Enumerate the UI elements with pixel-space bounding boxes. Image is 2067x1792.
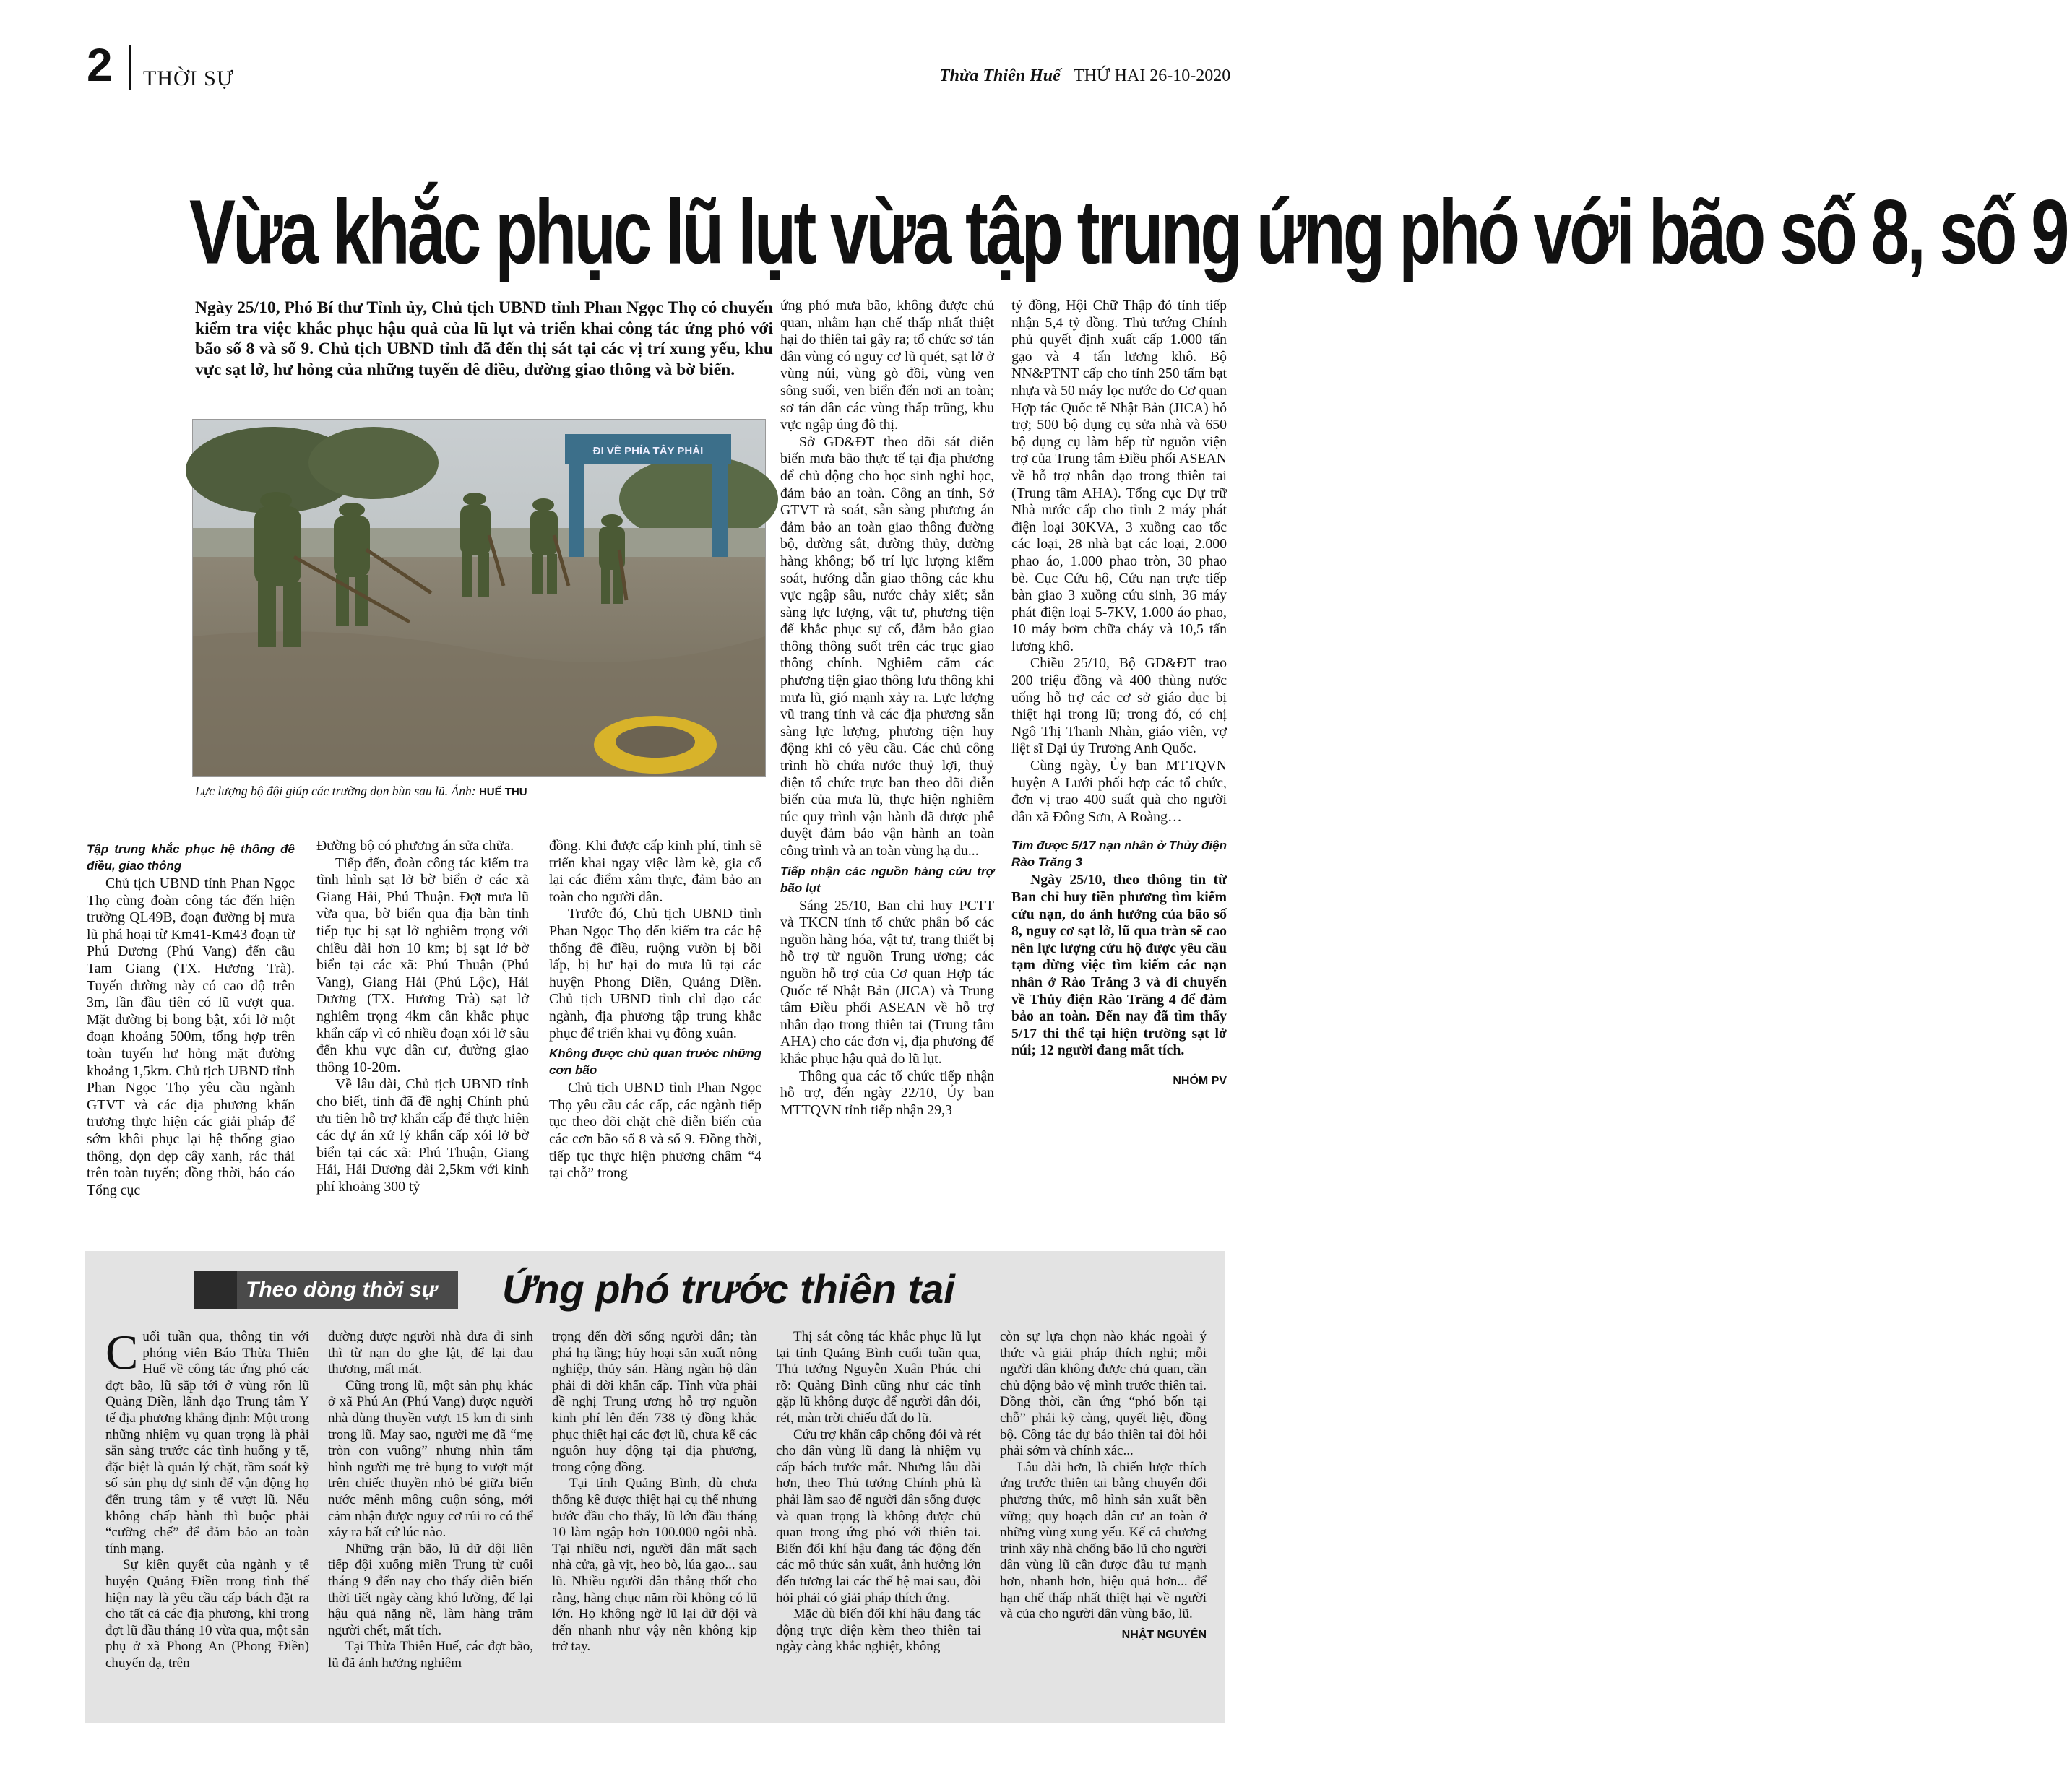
article-column-5 [1011,298,1227,1090]
article-column-2 [316,838,529,1195]
paragraph: Lâu dài hơn, là chiến lược thích ứng trước thiên tai bằng chuyển đổi phương thức, mô hình sản xuất bền vững; quy hoạch dân cư an toàn ở những vùng xung yếu. Kế cả chương trình xây nhà chống bão lũ cho người dân vùng lũ cần được đầu tư mạnh hơn, nhanh hơn, hiệu quả hơn... để hạn chế thấp nhất thiệt hại về người và của cho người dân vùng bão, lũ. [1000,1459,1207,1622]
article-column-1 [87,838,295,1199]
subheading: Không được chủ quan trước những cơn bão [549,1047,761,1078]
paragraph: tỷ đồng, Hội Chữ Thập đỏ tỉnh tiếp nhận 5,4 tỷ đồng. Thủ tướng Chính phủ quyết định xuất cấp 1.000 tấn gạo và 4 tấn lương khô. Bộ NN&PTNT cấp cho tỉnh 250 tấm bạt nhựa và 50 máy lọc nước do Cơ quan Hợp tác Quốc tế Nhật Bản (JICA) hỗ trợ; 500 bộ dụng cụ sửa nhà và 650 bộ dụng cụ làm bếp từ nguồn viện trợ của Trung tâm Điều phối ASEAN về hỗ trợ nhân đạo trong thiên tai (Trung tâm AHA). Tổng cục Dự trữ Nhà nước cấp cho tỉnh 2 máy phát điện loại 30KVA, 3 xuồng cao tốc các loại, 28 nhà bạt các loại, 2.000 phao áo, 1.000 phao tròn, 30 phao bè. Cục Cứu hộ, Cứu nạn trực tiếp bàn giao 3 xuồng cứu sinh, 36 máy phát điện loại 5-7KV, 1.000 áo phao, 10 máy bơm chữa cháy và 10,5 tấn lương khô. [1011,298,1227,654]
paragraph: Sở GD&ĐT theo dõi sát diễn biến mưa bão thực tế tại địa phương để chủ động cho học sinh nghỉ học, đảm bảo an toàn. Công an tỉnh, Sở GTVT rà soát, sẵn sàng phương án đảm bảo an toàn giao thông đường bộ, đường sắt, đường thủy, đường hàng không; bố trí lực lượng kiểm soát, hướng dẫn giao thông các khu vực ngập sâu, nước chảy xiết; sẵn sàng lực lượng, vật tư, phương tiện để khắc phục sự cố, đảm bảo giao thông thông suốt trên các trục giao thông chính. Nghiêm cấm các phương tiện giao thông lưu thông khi mưa lũ, gió mạnh xảy ra. Lực lượng vũ trang tỉnh và các địa phương sẵn sàng lực lượng, phương tiện huy động khi có yêu cầu. Các chủ công trình hồ chứa nước thuỷ lợi, thuỷ điện tổ chức trực ban theo dõi diễn biến của mưa lũ, thực hiện nghiêm túc quy trình vận hành đã được phê duyệt đảm bảo vận hành an toàn công trình và an toàn vùng hạ du... [780,433,994,859]
paragraph: Tiếp đến, đoàn công tác kiểm tra tình hình sạt lở bờ biển ở các xã Giang Hải, Phú Thuận. Đợt mưa lũ vừa qua, bờ biển qua địa bàn tỉnh tiếp tục bị sạt lở nghiêm trọng với chiều dài hơn 10 km; bị sạt lở bờ biển tại các xã: Phú Thuận (Phú Vang), Giang Hải (Phú Lộc), Hải Dương (TX. Hương Trà) sạt lở nghiêm trọng 4km cần khắc phục khẩn cấp vì có nhiều đoạn xói lở sâu đến khu vực dân cư, đường giao thông 10-20m. [316,854,529,1075]
paragraph: Sự kiên quyết của ngành y tế huyện Quảng Điền trong tình thế hiện nay là yêu cầu cấp bách đặt ra cho tất cả các địa phương, khi trong đợt lũ đầu tháng 10 vừa qua, một sản phụ ở xã Phong An (Phong Điền) chuyển dạ, trên [105,1557,309,1671]
page-number: 2 [87,39,113,91]
commentary-title: Ứng phó trước thiên tai [502,1266,955,1312]
paragraph: Tại Thừa Thiên Huế, các đợt bão, lũ đã ảnh hưởng nghiêm [328,1639,533,1671]
photo-gate-sign: ĐI VỀ PHÍA TÂY PHẢI [592,445,704,457]
paragraph: uối tuần qua, thông tin với phóng viên Báo Thừa Thiên Huế về công tác ứng phó các đợt bão, lũ sắp tới ở vùng rốn lũ Quảng Điền, lãnh đạo Trung tâm Y tế địa phương khẳng định: Một trong những nhiệm vụ quan trọng là phải sẵn sàng trước các tình huống y tế, đặc biệt là quản lý chặt, tầm soát kỹ số sản phụ dự sinh để vận động họ đến trung tâm y tế vượt lũ. Nếu không chấp hành thì buộc phải “cưỡng chế” để đảm bảo an toàn tính mạng. [105,1329,309,1557]
paragraph: đồng. Khi được cấp kinh phí, tỉnh sẽ triển khai ngay việc làm kè, gia cố lại các điểm xâm thực, đảm bảo an toàn cho người dân. [549,838,761,905]
subheading: Tiếp nhận các nguồn hàng cứu trợ bão lụt [780,864,994,895]
paragraph: ứng phó mưa bão, không được chủ quan, nhằm hạn chế thấp nhất thiệt hại do thiên tai gây ra; tổ chức sơ tán dân vùng có nguy cơ lũ quét, sạt lở ở vùng núi, vùng gò đồi, vùng ven sông suối, ven biển đến nơi an toàn; sơ tán dân các vùng thấp trũng, khu vực ngập úng đô thị. [780,298,994,433]
commentary-column-2 [328,1329,533,1671]
news-photo [192,419,766,777]
paragraph: Những trận bão, lũ dữ dội liên tiếp đội xuống miền Trung từ cuối tháng 9 đến nay cho thấy diễn biến thời tiết ngày càng khó lường, để lại hậu quả nặng nề, làm hàng trăm người chết, mất tích. [328,1541,533,1638]
paragraph: Cũng trong lũ, một sản phụ khác ở xã Phú An (Phú Vang) được người nhà dùng thuyền vượt 15 km đi sinh trong lũ. May sao, người mẹ đã “mẹ tròn con vuông” nhưng nhìn tấm hình người mẹ trẻ bụng to vượt mặt trên chiếc thuyền nhỏ bé giữa biển nước mênh mông cuộn sóng, mới cảm nhận được nguy cơ rủi ro có thể xảy ra bất cứ lúc nào. [328,1377,533,1541]
article-column-4 [780,298,994,1119]
paragraph: Thông qua các tổ chức tiếp nhận hỗ trợ, đến ngày 22/10, Ủy ban MTTQVN tỉnh tiếp nhận 29,3 [780,1068,994,1118]
caption-credit: HUẾ THU [478,786,527,798]
commentary-column-3 [552,1329,757,1655]
lead-paragraph: Ngày 25/10, Phó Bí thư Tỉnh ủy, Chủ tịch UBND tỉnh Phan Ngọc Thọ có chuyến kiểm tra việc khắc phục hậu quả của lũ lụt và triển khai công tác ứng phó với bão số 8 và số 9. Chủ tịch UBND tỉnh đã đến thị sát tại các vị trí xung yếu, khu vực sạt lở, hư hỏng của những tuyến đê điều, đường giao thông và bờ biển. [195,298,773,379]
byline: NHÓM PV [1173,1074,1227,1087]
article-column-3 [549,838,761,1182]
header-divider [129,45,131,90]
paragraph: Mặc dù biến đổi khí hậu đang tác động trực diện kèm theo thiên tai ngày càng khắc nghiệt, không [776,1606,981,1655]
photo-caption [195,784,766,799]
commentary-column-1 [105,1325,309,1671]
paragraph: Đường bộ có phương án sửa chữa. [316,838,514,854]
subheading: Tập trung khắc phục hệ thống đê điều, giao thông [87,842,295,873]
commentary-column-5 [1000,1329,1207,1643]
column-tag: Theo dòng thời sự [194,1271,458,1309]
byline: NHẬT NGUYÊN [1121,1628,1207,1641]
headline: Vừa khắc phục lũ lụt vừa tập trung ứng phó với bão số 8, số 9 [189,181,2067,284]
paragraph: Chủ tịch UBND tỉnh Phan Ngọc Thọ yêu cầu các cấp, các ngành tiếp tục theo dõi chặt chẽ diễn biến của các cơn bão số 8 và số 9. Đồng thời, tiếp tục thực hiện phương châm “4 tại chỗ” trong [549,1080,761,1182]
paragraph: Chiều 25/10, Bộ GD&ĐT trao 200 triệu đồng và 400 thùng nước uống hỗ trợ các cơ sở giáo dục bị thiệt hại trong lũ; trong đó, có chị Ngô Thị Thanh Nhàn, giáo viên, vợ liệt sĩ Đại úy Trương Anh Quốc. [1011,655,1227,757]
paragraph: đường được người nhà đưa đi sinh thì từ nạn do ghe lật, để lại đau thương, mất mát. [328,1329,533,1377]
paragraph: Thị sát công tác khắc phục lũ lụt tại tỉnh Quảng Bình cuối tuần qua, Thủ tướng Nguyễn Xuân Phúc chỉ rõ: Quảng Bình cũng như các tỉnh gặp lũ không được để người dân đói, rét, màn trời chiếu đất do lũ. [776,1329,981,1426]
paragraph: còn sự lựa chọn nào khác ngoài ý thức và giải pháp thích nghi; mỗi người dân không được chủ quan, cần chủ động bảo vệ mình trước thiên tai. Đồng thời, cần ứng “phó bốn tại chỗ” phải kỹ càng, quyết liệt, đồng bộ. Công tác dự báo thiên tai đòi hỏi phải sớm và chính xác... [1000,1329,1207,1459]
paragraph: Cứu trợ khẩn cấp chống đói và rét cho dân vùng lũ đang là nhiệm vụ cấp bách trước mắt. Nhưng lâu dài hơn, theo Thủ tướng Chính phủ là phải làm sao để người dân sống được và quan trọng là không được chủ quan trong ứng phó với thiên tai. Biến đổi khí hậu đang tác động đến các mô thức sản xuất, ảnh hưởng lớn đến tương lai các thế hệ mai sau, đòi hỏi phải có giải pháp thích ứng. [776,1427,981,1606]
commentary-column-4 [776,1329,981,1655]
paragraph: Trước đó, Chủ tịch UBND tỉnh Phan Ngọc Thọ đến kiểm tra các hệ thống đê điều, ruộng vườn bị bồi lấp, bị hư hại do mưa lũ tại các huyện Phong Điền, Quảng Điền. Chủ tịch UBND tỉnh chỉ đạo các ngành, địa phương tập trung khắc phục để triển khai vụ đông xuân. [549,906,761,1042]
subheading: Tìm được 5/17 nạn nhân ở Thủy điện Rào Trăng 3 [1011,839,1227,870]
paragraph: Sáng 25/10, Ban chỉ huy PCTT và TKCN tỉnh tổ chức phân bổ các nguồn hàng hóa, vật tư, trang thiết bị hỗ trợ từ nguồn Trung ương; các nguồn hỗ trợ của Cơ quan Hợp tác Quốc tế Nhật Bản (JICA) và Trung tâm Điều phối ASEAN về hỗ trợ nhân đạo trong thiên tai (Trung tâm AHA) cho các đơn vị, địa phương để khắc phục hậu quả do lũ lụt. [780,897,994,1067]
photo-illustration [193,420,765,776]
newspaper-name: Thừa Thiên Huế [939,66,1061,85]
column-tag-accent [194,1271,237,1309]
section-label: THỜI SỰ [143,66,235,90]
paragraph: trọng đến đời sống người dân; tàn phá hạ tầng; hủy hoại sản xuất nông nghiệp, thủy sản. Hàng ngàn hộ dân phải di dời khẩn cấp. Tỉnh vừa phải đề nghị Trung ương hỗ trợ nguồn kinh phí lên đến 738 tỷ đồng khắc phục thiệt hại các đợt lũ, chưa kể các nguồn huy động tại địa phương, trong cộng đồng. [552,1329,757,1475]
paragraph: Về lâu dài, Chủ tịch UBND tỉnh cho biết, tỉnh đã đề nghị Chính phủ ưu tiên hỗ trợ khẩn cấp để thực hiện các dự án xử lý khẩn cấp xói lở bờ biển tại các xã: Phú Thuận, Giang Hải, Hải Dương dài 2,5km với kinh phí khoảng 300 tỷ [316,1076,529,1195]
caption-credit-label: Ảnh: [451,784,476,798]
caption-text: Lực lượng bộ đội giúp các trường dọn bùn sau lũ. [195,784,449,798]
paragraph: Cùng ngày, Ủy ban MTTQVN huyện A Lưới phối hợp các tổ chức, đơn vị trao 400 suất quà cho người dân xã Đông Sơn, A Roàng… [1011,758,1227,825]
issue-date: THỨ HAI 26-10-2020 [1074,66,1231,85]
drop-cap: C [105,1325,139,1380]
paragraph: Ngày 25/10, theo thông tin từ Ban chỉ huy tiền phương tìm kiếm cứu nạn, do ảnh hưởng của bão số 8, nguy cơ sạt lở, lũ qua tràn sẽ cao nên lực lượng cứu hộ được yêu cầu tạm dừng việc tìm kiếm các nạn nhân ở Rào Trăng 3 và di chuyển về Thủy điện Rào Trăng 4 để đảm bảo an toàn. Đến nay đã tìm thấy 5/17 thi thể tại hiện trường sạt lở núi; 12 người đang mất tích. [1011,872,1227,1059]
paragraph: Chủ tịch UBND tỉnh Phan Ngọc Thọ cùng đoàn công tác đến hiện trường QL49B, đoạn đường bị mưa lũ phá hoại từ Km41-Km43 đoạn từ Phú Dương (Phú Vang) đến cầu Tam Giang (TX. Hương Trà). Tuyến đường này có cao độ trên 3m, lần đầu tiên có lũ vượt qua. Mặt đường bị bong bật, xói lở một đoạn khoảng 500m, tổng hợp trên toàn tuyến hư hỏng mặt đường khoảng 1,5km. Chủ tịch UBND tỉnh Phan Ngọc Thọ yêu cầu ngành GTVT và các địa phương khẩn trương thực hiện các giải pháp để sớm khôi phục lại hệ thống giao thông, dọn dẹp cây xanh, rác thải trên toàn tuyến; đồng thời, báo cáo Tổng cục [87,875,295,1198]
paragraph: Tại tỉnh Quảng Bình, dù chưa thống kê được thiệt hại cụ thể nhưng bước đầu cho thấy, lũ lớn đầu tháng 10 làm ngập hơn 100.000 ngôi nhà. Tại nhiều nơi, người dân mất sạch nhà cửa, gà vịt, heo bò, lúa gạo... sau lũ. Nhiều người dân thẳng thốt cho rằng, hàng chục năm rồi không có lũ lớn. Họ không ngờ lũ lại dữ dội và đến nhanh như vậy nên không kịp trở tay. [552,1476,757,1655]
